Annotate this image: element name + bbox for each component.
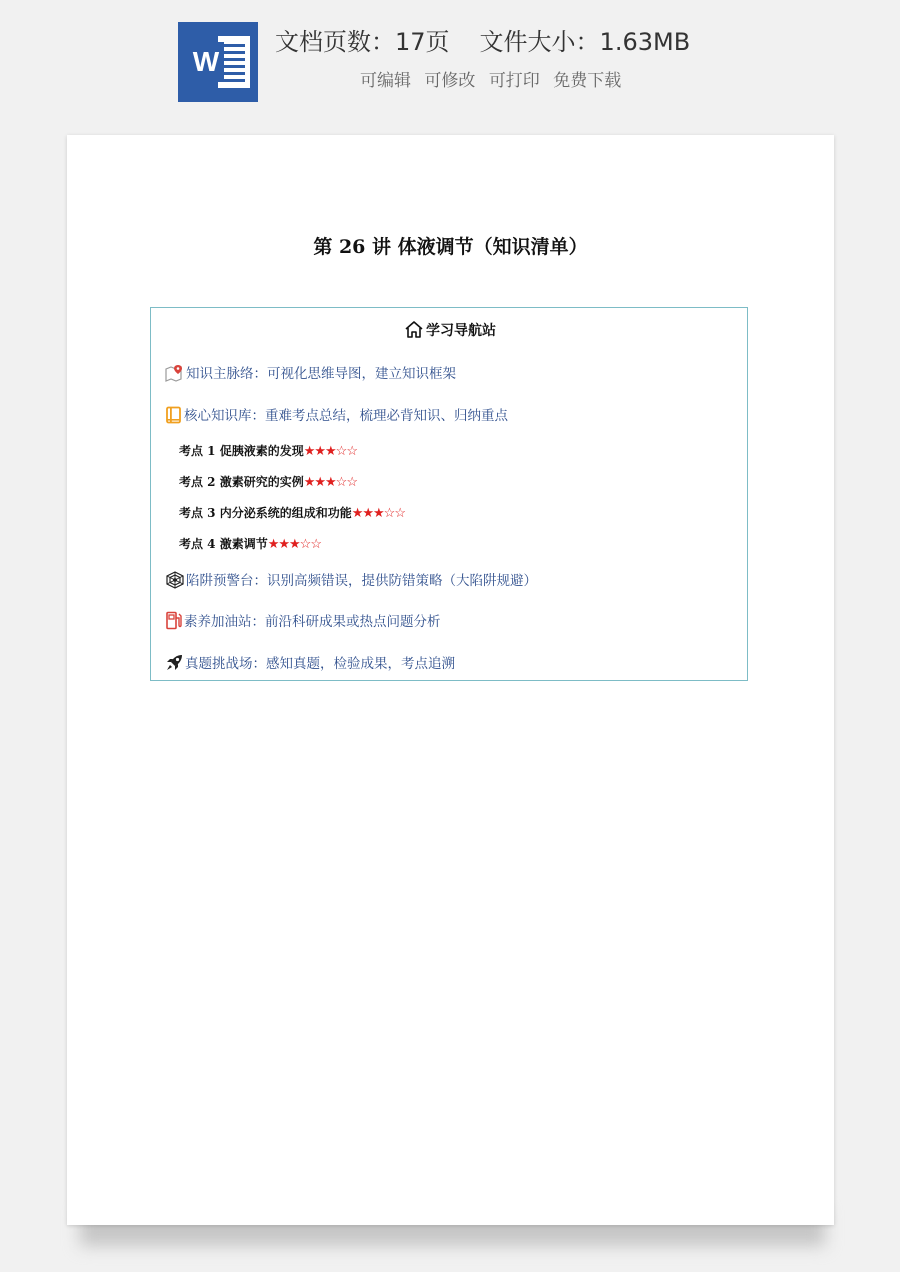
fuel-pump-icon (165, 611, 183, 634)
page-count: 文档页数：17页 (275, 28, 450, 56)
document-page (67, 135, 834, 1225)
nav-row-text: 陷阱预警台：识别高频错误，提供防错策略（大陷阱规避） (186, 573, 537, 589)
key-point-1 (179, 442, 357, 459)
document-actions (360, 66, 629, 91)
word-document-icon (178, 22, 258, 102)
editable-label: 可编辑 (360, 71, 411, 91)
nav-row-trap-warning (165, 569, 537, 593)
key-point-label: 考点 2 激素研究的实例 (179, 475, 304, 489)
nav-row-text: 知识主脉络：可视化思维导图，建立知识框架 (186, 366, 456, 382)
rocket-icon (165, 653, 184, 676)
nav-heading-text: 学习导航站 (426, 323, 496, 339)
nav-row-knowledge-map (165, 362, 456, 386)
difficulty-stars: ★★★☆☆ (351, 506, 405, 521)
document-title: 第 26 讲 体液调节（知识清单） (313, 236, 588, 258)
modifiable-label: 可修改 (424, 71, 476, 91)
nav-row-text: 核心知识库：重难考点总结，梳理必背知识、归纳重点 (184, 408, 508, 424)
nav-row-exam-challenge (165, 652, 455, 676)
key-point-label: 考点 3 内分泌系统的组成和功能 (179, 506, 352, 520)
file-size: 文件大小：1.63MB (479, 28, 691, 56)
word-logo-letter: W (188, 42, 224, 82)
book-icon (165, 406, 183, 428)
difficulty-stars: ★★★☆☆ (303, 475, 357, 490)
key-point-4 (179, 535, 321, 552)
difficulty-stars: ★★★☆☆ (267, 537, 321, 552)
key-point-3 (179, 504, 405, 521)
study-navigation-box (150, 307, 748, 681)
nav-row-text: 素养加油站：前沿科研成果或热点问题分析 (184, 614, 441, 630)
key-point-label: 考点 4 激素调节 (179, 537, 268, 551)
key-point-label: 考点 1 促胰液素的发现 (179, 444, 304, 458)
document-meta (275, 22, 690, 57)
nav-row-literacy-station (165, 610, 441, 634)
free-download-link[interactable]: 免费下载 (553, 71, 622, 91)
home-icon (404, 320, 424, 339)
nav-row-text: 真题挑战场：感知真题，检验成果，考点追溯 (185, 656, 455, 672)
map-pin-icon (165, 364, 185, 386)
nav-heading (151, 320, 749, 340)
difficulty-stars: ★★★☆☆ (303, 444, 357, 459)
web-icon (165, 571, 185, 593)
printable-label: 可打印 (488, 71, 540, 91)
download-header (0, 0, 900, 120)
key-point-2 (179, 473, 357, 490)
nav-row-core-knowledge (165, 404, 508, 428)
